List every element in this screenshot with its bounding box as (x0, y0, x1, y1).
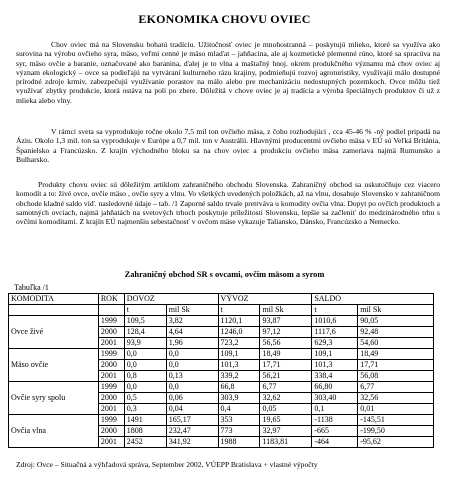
value-cell: 109,1 (218, 349, 260, 360)
value-cell: 0,3 (124, 404, 166, 415)
subheader-unit: mil Sk (358, 305, 434, 316)
komodita-cell: Ovčie syry spolu (9, 382, 99, 415)
value-cell: 56,21 (260, 371, 312, 382)
value-cell: 1246,0 (218, 327, 260, 338)
table-row (9, 349, 434, 360)
value-cell: 32,97 (260, 426, 312, 437)
rok-cell: 2000 (98, 393, 124, 404)
value-cell: 1,96 (166, 338, 218, 349)
value-cell: 338,4 (312, 371, 358, 382)
rok-cell: 2000 (98, 426, 124, 437)
value-cell: 1491 (124, 415, 166, 426)
value-cell: 56,56 (260, 338, 312, 349)
value-cell: -95,62 (358, 437, 434, 448)
value-cell: 32,56 (358, 393, 434, 404)
value-cell: 17,71 (260, 360, 312, 371)
table-caption: Zahraničný obchod SR s ovcami, ovčím mäsom a syrom (124, 270, 325, 279)
document-title: EKONOMIKA CHOVU OVIEC (138, 12, 311, 26)
value-cell: 339,2 (218, 371, 260, 382)
value-cell: 0,06 (166, 393, 218, 404)
value-cell: 1988 (218, 437, 260, 448)
subheader-empty (9, 305, 99, 316)
header-rok: ROK (98, 294, 124, 305)
value-cell: 1120,1 (218, 316, 260, 327)
subheader-unit: mil Sk (260, 305, 312, 316)
value-cell: 0,04 (166, 404, 218, 415)
source-note: Zdroj: Ovce – Situačná a výhľadová správa, September 2002, VÚEPP Bratislava + vlastné výpočty (16, 460, 318, 469)
value-cell: 0,0 (166, 349, 218, 360)
value-cell: 773 (218, 426, 260, 437)
paragraph-world-production: V rámci sveta sa vyprodukuje ročne okolo 7,5 mil ton ovčieho mäsa, z čoho rozhodujúci , cca 45-46 % -ný podiel pripadá na Áziu. Okolo 1,3 mil. ton sa vyprodukuje v Európe a 0,7 mil. ton v Austrálii. Hlavnými producentmi ovčieho mäsa v EÚ sú Veľká Británia, Španielsko a Francúzsko. Z krajín východného bloku sa na chov oviec a produkciu ovčieho mäsa zameriava najmä Rumunsko a Bulharsko. (16, 127, 440, 164)
value-cell: 0,1 (312, 404, 358, 415)
value-cell: 6,77 (358, 382, 434, 393)
value-cell: 1183,81 (260, 437, 312, 448)
subheader-unit: mil Sk (166, 305, 218, 316)
value-cell: 0,0 (166, 360, 218, 371)
value-cell: 109,5 (124, 316, 166, 327)
value-cell: 97,12 (260, 327, 312, 338)
value-cell: 93,9 (124, 338, 166, 349)
table-subheader-row (9, 305, 434, 316)
rok-cell: 1999 (98, 316, 124, 327)
value-cell: 17,71 (358, 360, 434, 371)
header-dovoz: DOVOZ (124, 294, 218, 305)
rok-cell: 1999 (98, 415, 124, 426)
subheader-unit: t (124, 305, 166, 316)
rok-cell: 1999 (98, 349, 124, 360)
value-cell: 18,49 (358, 349, 434, 360)
value-cell: 0,05 (260, 404, 312, 415)
value-cell: -464 (312, 437, 358, 448)
value-cell: 0,8 (124, 371, 166, 382)
paragraph-foreign-trade: Produkty chovu oviec sú dôležitým artiklom zahraničného obchodu Slovenska. Zahraničný obchod sa uskutočňuje cez viacero komodít a to: živé ovce, ovčie mäso , ovčie syry a vlnu. Vo všetkých uvedených položkách, až na vlnu, dosahuje Slovensko v zahraničnom obchode kladné saldo viď. nasledovné údaje – tab. /1 Zaporné saldo trvale pretrváva u komodity ovčia vlna. Dopyt po ovčích produktoch a samotných ovciach, najmä jahňatách na svetových trhoch poskytuje príležitosti Slovensku, lepšie sa začleniť do medzinárodného trhu s ovčími komoditami. Z krajín EÚ najmenšiu sebestačnosť v ovčom mäse vykazuje Taliansko, Dánsko, Francúzsko a Nemecko. (16, 180, 440, 227)
value-cell: 101,3 (312, 360, 358, 371)
table-row (9, 316, 434, 327)
subheader-empty (98, 305, 124, 316)
komodita-cell: Mäso ovčie (9, 349, 99, 382)
trade-table (8, 293, 434, 448)
table-label: Tabuľka /1 (14, 283, 49, 292)
value-cell: 2452 (124, 437, 166, 448)
value-cell: 0,5 (124, 393, 166, 404)
value-cell: 66,80 (312, 382, 358, 393)
value-cell: 165,17 (166, 415, 218, 426)
header-saldo: SALDO (312, 294, 434, 305)
paragraph-intro: Chov oviec má na Slovensku bohatú tradíciu. Užitočnosť oviec je mnohostranná – poskytujú mlieko, ktoré sa využíva ako surovina na výrobu ovčieho syra, mäso, veľmi cenné je mäso mlaďat – jahňacina, ale aj kozmetické plemenné rúno, ktoré sa spracúva na syr, mäso ovčie a baranie, označované ako baranina, ďalej je to vlna a maštaľný hnoj. okrem produkčného významu má chov oviec aj význam ekologický – ovce sa podieľajú na vytváraní kulturneho rázu krajiny, podmieňujú rozvoj agroturistiky, využívajú málo dostupné prírodné zdroje krmiv, zabezpečujú využívanie porastov na málo alebo pre mechanizáciu nedostupných pozemkoch. Ovce môžu tiež využívať zbytky produkcie, ktorá ostáva na poli po zbere. Dôležitá v chove oviec je aj tradícia a výroba špeciálnych produktov či už z mlieka alebo vlny. (16, 40, 440, 105)
value-cell: 56,08 (358, 371, 434, 382)
value-cell: 3,82 (166, 316, 218, 327)
value-cell: 723,2 (218, 338, 260, 349)
value-cell: 109,1 (312, 349, 358, 360)
value-cell: 0,0 (166, 382, 218, 393)
value-cell: 6,77 (260, 382, 312, 393)
table-row (9, 382, 434, 393)
value-cell: 629,3 (312, 338, 358, 349)
komodita-cell: Ovčia vlna (9, 415, 99, 448)
value-cell: 18,49 (260, 349, 312, 360)
value-cell: -1138 (312, 415, 358, 426)
value-cell: 92,48 (358, 327, 434, 338)
value-cell: 1010,6 (312, 316, 358, 327)
rok-cell: 2001 (98, 338, 124, 349)
rok-cell: 2000 (98, 360, 124, 371)
table-body (9, 294, 434, 448)
value-cell: 0,13 (166, 371, 218, 382)
subheader-unit: t (218, 305, 260, 316)
value-cell: 54,60 (358, 338, 434, 349)
value-cell: 66,8 (218, 382, 260, 393)
header-vyvoz: VÝVOZ (218, 294, 312, 305)
rok-cell: 2000 (98, 327, 124, 338)
subheader-unit: t (312, 305, 358, 316)
value-cell: 0,0 (124, 349, 166, 360)
value-cell: 90,05 (358, 316, 434, 327)
value-cell: 32,62 (260, 393, 312, 404)
table-row (9, 415, 434, 426)
value-cell: 19,65 (260, 415, 312, 426)
value-cell: 303,9 (218, 393, 260, 404)
value-cell: 0,4 (218, 404, 260, 415)
value-cell: 0,0 (124, 382, 166, 393)
value-cell: 93,87 (260, 316, 312, 327)
value-cell: 1117,6 (312, 327, 358, 338)
value-cell: 101,3 (218, 360, 260, 371)
rok-cell: 2001 (98, 404, 124, 415)
value-cell: 0,0 (124, 360, 166, 371)
value-cell: -145,51 (358, 415, 434, 426)
value-cell: 341,92 (166, 437, 218, 448)
value-cell: 128,4 (124, 327, 166, 338)
value-cell: 0,01 (358, 404, 434, 415)
value-cell: -665 (312, 426, 358, 437)
rok-cell: 1999 (98, 382, 124, 393)
value-cell: 303,40 (312, 393, 358, 404)
value-cell: 353 (218, 415, 260, 426)
value-cell: -199,50 (358, 426, 434, 437)
rok-cell: 2001 (98, 371, 124, 382)
value-cell: 232,47 (166, 426, 218, 437)
komodita-cell: Ovce živé (9, 316, 99, 349)
header-komodita: KOMODITA (9, 294, 99, 305)
value-cell: 4,64 (166, 327, 218, 338)
table-header-row (9, 294, 434, 305)
rok-cell: 2001 (98, 437, 124, 448)
value-cell: 1808 (124, 426, 166, 437)
